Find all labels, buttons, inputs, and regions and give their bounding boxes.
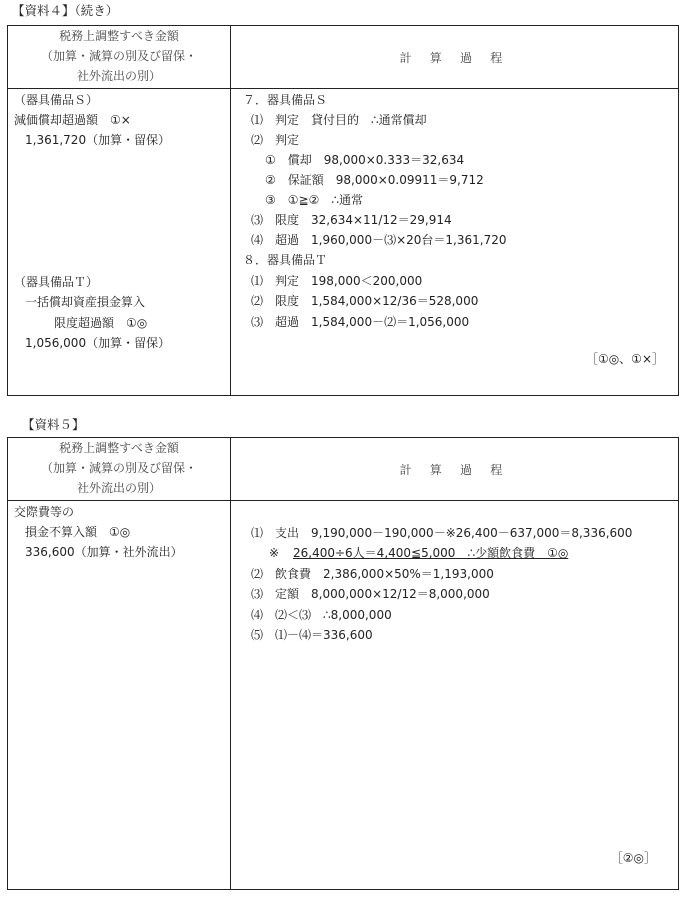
calc-line: ② 保証額 98,000×0.09911＝9,712 xyxy=(265,173,484,187)
header-line: （加算・減算の別及び留保・ xyxy=(40,461,197,475)
section4-title: 【資料４】（続き） xyxy=(12,3,119,18)
section5-header-left xyxy=(8,438,231,501)
score-badge: ［①◎、①×］ xyxy=(585,352,664,366)
header-line: 社外流出の別） xyxy=(76,481,161,495)
section5-table xyxy=(7,437,679,890)
asset-t-item2: 限度超過額 ①◎ xyxy=(54,316,148,330)
calc-line: ⑴ 判定 198,000＜200,000 xyxy=(251,274,423,288)
calc-line: ⑸ ⑴－⑷＝336,600 xyxy=(251,628,373,642)
calc-line: ８．器具備品Ｔ xyxy=(243,253,328,267)
section5-left-cell xyxy=(8,501,231,890)
calc-line: ③ ①≧② ∴通常 xyxy=(265,193,363,207)
note-line: 26,400÷6人＝4,400≦5,000 ∴少額飲食費 ①◎ xyxy=(293,546,569,560)
header-line: 税務上調整すべき金額 xyxy=(59,441,179,455)
calc-line: ⑶ 超過 1,584,000－⑵＝1,056,000 xyxy=(251,315,470,329)
section4-header-left xyxy=(8,26,231,89)
asset-s-label: （器具備品Ｓ） xyxy=(14,93,99,107)
calc-line: ⑴ 判定 貸付目的 ∴通常償却 xyxy=(251,113,427,127)
entertainment-item: 損金不算入額 ①◎ xyxy=(25,525,131,539)
header-line: （加算・減算の別及び留保・ xyxy=(40,49,197,63)
calc-line: ⑵ 判定 xyxy=(251,133,300,147)
section4-header-right: 計 算 過 程 xyxy=(231,26,679,89)
calc-line: ⑵ 限度 1,584,000×12/36＝528,000 xyxy=(251,294,479,308)
section5-right-cell xyxy=(231,501,679,890)
header-line: 税務上調整すべき金額 xyxy=(59,29,179,43)
asset-s-item: 減価償却超過額 ①× xyxy=(14,113,131,127)
entertainment-amount: 336,600（加算・社外流出） xyxy=(25,545,183,559)
calc-line: ⑵ 飲食費 2,386,000×50%＝1,193,000 xyxy=(251,567,494,581)
asset-t-amount: 1,056,000（加算・留保） xyxy=(25,336,171,350)
header-line: 社外流出の別） xyxy=(76,69,161,83)
calc-line: ７．器具備品Ｓ xyxy=(243,93,328,107)
asset-t-item1: 一括償却資産損金算入 xyxy=(25,295,146,309)
calc-line: ⑷ ⑵＜⑶ ∴8,000,000 xyxy=(251,608,392,622)
asset-s-amount: 1,361,720（加算・留保） xyxy=(25,133,171,147)
section4-right-cell xyxy=(231,89,679,396)
section4-left-cell xyxy=(8,89,231,396)
section4-table xyxy=(7,25,679,396)
score-badge: ［②◎］ xyxy=(610,851,656,865)
calc-line: ⑶ 定額 8,000,000×12/12＝8,000,000 xyxy=(251,587,490,601)
calc-line: ⑶ 限度 32,634×11/12＝29,914 xyxy=(251,213,452,227)
section5-title: 【資料５】 xyxy=(22,417,85,432)
calc-line: ⑷ 超過 1,960,000－⑶×20台＝1,361,720 xyxy=(251,233,507,247)
asset-t-label: （器具備品Ｔ） xyxy=(14,275,99,289)
section5-header-right: 計 算 過 程 xyxy=(231,438,679,501)
calc-line: ⑴ 支出 9,190,000－190,000－※26,400－637,000＝8,336,600 xyxy=(251,526,633,540)
entertainment-label: 交際費等の xyxy=(14,505,75,519)
calc-line: ① 償却 98,000×0.333＝32,634 xyxy=(265,153,465,167)
note-mark: ※ xyxy=(269,546,280,560)
